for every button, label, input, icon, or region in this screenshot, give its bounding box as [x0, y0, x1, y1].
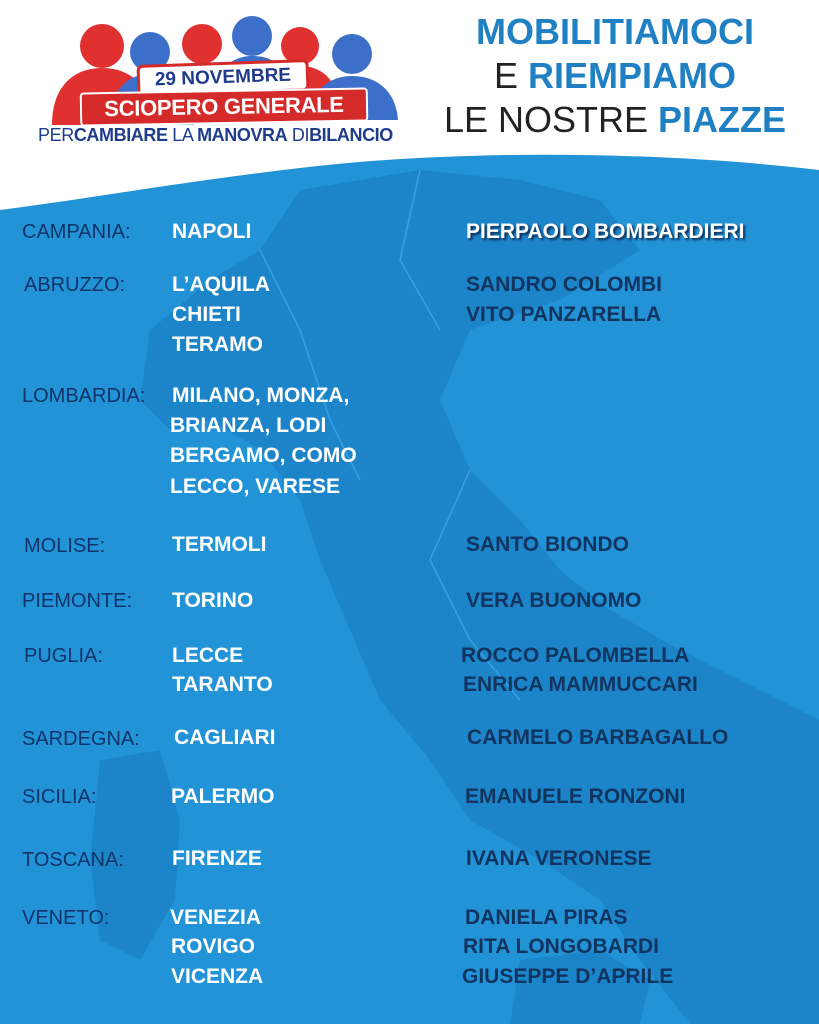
- headline-line-1: MOBILITIAMOCI: [476, 11, 754, 52]
- strike-badge: SCIOPERO GENERALE: [80, 87, 369, 126]
- region-name: LOMBARDIA:: [22, 385, 146, 407]
- tagline-la: LA: [172, 125, 193, 145]
- city-line: BRIANZA, LODI: [170, 414, 327, 437]
- tagline-bilancio: BILANCIO: [309, 125, 393, 145]
- city-line: L’AQUILA: [172, 273, 270, 296]
- city-line: TERMOLI: [172, 533, 267, 556]
- region-name: VENETO:: [22, 907, 110, 929]
- region-name: MOLISE:: [24, 535, 106, 557]
- region-name: TOSCANA:: [22, 849, 124, 871]
- person-name: ROCCO PALOMBELLA: [461, 644, 690, 667]
- region-name: ABRUZZO:: [24, 274, 126, 296]
- person-name: GIUSEPPE D’APRILE: [462, 965, 674, 988]
- person-name: SANTO BIONDO: [466, 533, 629, 556]
- person-name: PIERPAOLO BOMBARDIERI: [466, 220, 745, 243]
- city-line: LECCO, VARESE: [170, 475, 340, 498]
- city-line: PALERMO: [171, 785, 275, 808]
- region-name: PUGLIA:: [24, 645, 103, 667]
- tagline-di: DI: [291, 125, 310, 145]
- city-line: TARANTO: [172, 673, 273, 696]
- date-badge: 29 NOVEMBRE: [136, 59, 309, 97]
- headline-line-3-accent: PIAZZE: [658, 99, 787, 140]
- city-line: MILANO, MONZA,: [172, 384, 350, 407]
- tagline-manovra: MANOVRA: [197, 125, 288, 145]
- headline: [420, 10, 810, 142]
- city-line: BERGAMO, COMO: [170, 444, 357, 467]
- region-name: PIEMONTE:: [22, 590, 133, 612]
- headline-line-2-plain: E: [493, 55, 518, 96]
- person-name: VERA BUONOMO: [466, 589, 642, 612]
- person-name: VITO PANZARELLA: [466, 303, 662, 326]
- region-name: SICILIA:: [22, 786, 97, 808]
- tagline-cambiare: CAMBIARE: [73, 125, 168, 145]
- city-line: CAGLIARI: [174, 726, 276, 749]
- city-line: VENEZIA: [170, 906, 262, 929]
- city-line: LECCE: [172, 644, 244, 667]
- tagline-per: PER: [38, 125, 74, 145]
- person-name: ENRICA MAMMUCCARI: [463, 673, 698, 696]
- city-line: CHIETI: [172, 303, 241, 326]
- headline-line-3: [420, 98, 810, 142]
- headline-line-2-accent: RIEMPIAMO: [528, 55, 737, 96]
- city-line: NAPOLI: [172, 220, 252, 243]
- person-name: DANIELA PIRAS: [465, 906, 628, 929]
- region-name: CAMPANIA:: [22, 221, 131, 243]
- city-line: TERAMO: [172, 333, 263, 356]
- city-line: FIRENZE: [172, 847, 262, 870]
- header: [0, 0, 819, 215]
- city-line: VICENZA: [171, 965, 264, 988]
- city-line: TORINO: [172, 589, 254, 612]
- region-name: SARDEGNA:: [22, 728, 140, 750]
- person-name: EMANUELE RONZONI: [465, 785, 686, 808]
- city-line: ROVIGO: [171, 935, 256, 958]
- tagline: [38, 124, 418, 146]
- headline-line-3-plain: LE NOSTRE: [443, 99, 648, 140]
- headline-line-2: [420, 54, 810, 98]
- person-name: CARMELO BARBAGALLO: [467, 726, 729, 749]
- person-name: RITA LONGOBARDI: [463, 935, 659, 958]
- person-name: SANDRO COLOMBI: [466, 273, 662, 296]
- person-name: IVANA VERONESE: [466, 847, 652, 870]
